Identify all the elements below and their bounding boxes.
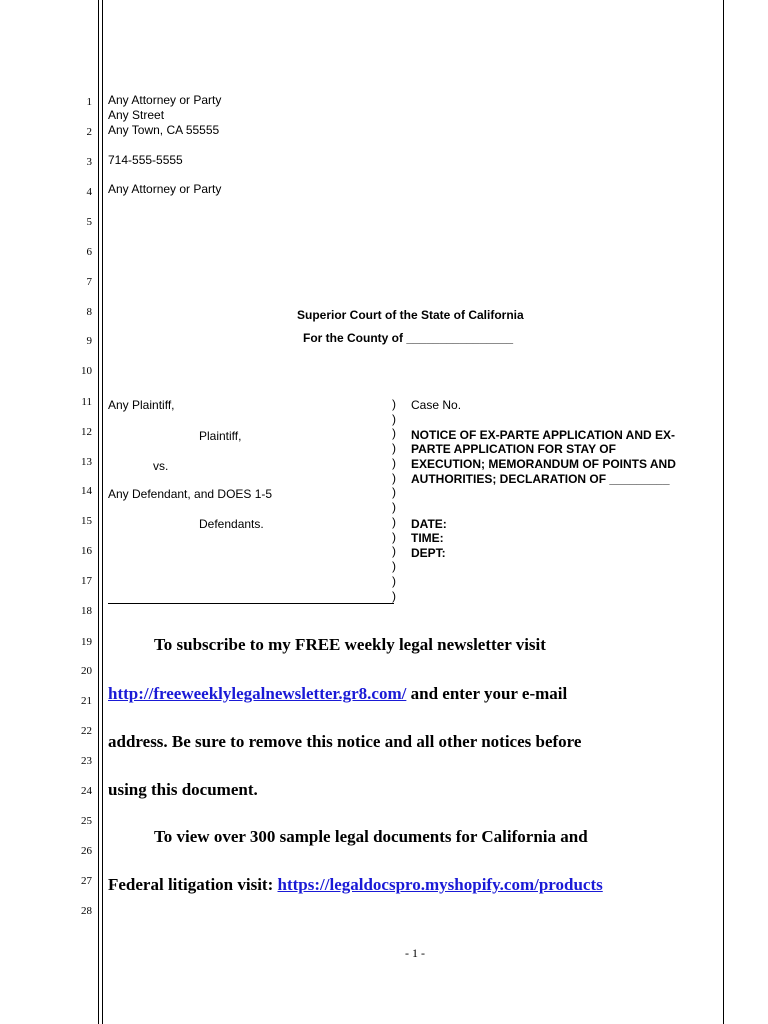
caption-parenthesis: ) <box>392 559 396 573</box>
court-name: Superior Court of the State of California <box>297 308 524 322</box>
case-number-label: Case No. <box>411 398 462 412</box>
left-margin-line-inner <box>102 0 103 1024</box>
notice-line: address. Be sure to remove this notice and all other notices before <box>108 732 582 751</box>
caption-parenthesis: ) <box>392 500 396 514</box>
line-number: 7 <box>86 276 92 288</box>
caption-parenthesis: ) <box>392 515 396 529</box>
attorney-phone: 714-555-5555 <box>108 153 183 167</box>
caption-rule <box>108 603 394 604</box>
line-number: 26 <box>81 845 92 857</box>
notice-line: To view over 300 sample legal documents for California and <box>154 827 588 846</box>
line-number: 9 <box>86 335 92 347</box>
attorney-street: Any Street <box>108 108 165 122</box>
line-number: 14 <box>81 485 92 497</box>
line-number: 22 <box>81 725 92 737</box>
court-county: For the County of ________________ <box>303 331 514 345</box>
notice-text: Federal litigation visit: <box>108 875 278 894</box>
line-number: 3 <box>86 156 92 168</box>
notice-line: using this document. <box>108 780 258 799</box>
newsletter-link[interactable]: http://freeweeklylegalnewsletter.gr8.com/ <box>108 684 407 703</box>
document-title-line: PARTE APPLICATION FOR STAY OF <box>411 442 616 456</box>
line-number: 12 <box>81 426 92 438</box>
caption-parenthesis: ) <box>392 544 396 558</box>
line-number: 15 <box>81 515 92 527</box>
attorney-city: Any Town, CA 55555 <box>108 123 220 137</box>
notice-text: and enter your e-mail <box>406 684 568 703</box>
caption-parenthesis: ) <box>392 471 396 485</box>
line-number: 18 <box>81 605 92 617</box>
attorney-name: Any Attorney or Party <box>108 93 222 107</box>
caption-parenthesis: ) <box>392 485 396 499</box>
caption-parenthesis: ) <box>392 426 396 440</box>
notice-line: To subscribe to my FREE weekly legal newsletter visit <box>154 635 546 654</box>
caption-parenthesis: ) <box>392 441 396 455</box>
line-number: 23 <box>81 755 92 767</box>
line-number: 21 <box>81 695 92 707</box>
line-number: 2 <box>86 126 92 138</box>
caption-parenthesis: ) <box>392 456 396 470</box>
document-title-line: NOTICE OF EX-PARTE APPLICATION AND EX- <box>411 428 676 442</box>
line-number: 25 <box>81 815 92 827</box>
hearing-dept-label: DEPT: <box>411 546 446 560</box>
line-number: 19 <box>81 636 92 648</box>
line-number: 10 <box>81 365 92 377</box>
line-number: 11 <box>81 396 92 408</box>
document-title-line: AUTHORITIES; DECLARATION OF _________ <box>411 472 670 486</box>
right-margin-line <box>723 0 724 1024</box>
line-number: 13 <box>81 456 92 468</box>
caption-parenthesis: ) <box>392 412 396 426</box>
plaintiff-role: Plaintiff, <box>199 429 242 443</box>
page-number: - 1 - <box>405 946 425 960</box>
hearing-time-label: TIME: <box>411 531 444 545</box>
line-number: 5 <box>86 216 92 228</box>
defendant-role: Defendants. <box>199 517 264 531</box>
line-number: 28 <box>81 905 92 917</box>
caption-parenthesis: ) <box>392 589 396 603</box>
notice-line <box>108 875 603 895</box>
line-number: 6 <box>86 246 92 258</box>
legal-docs-link[interactable]: https://legaldocspro.myshopify.com/products <box>277 875 603 894</box>
caption-parenthesis: ) <box>392 530 396 544</box>
line-number: 20 <box>81 665 92 677</box>
plaintiff-name: Any Plaintiff, <box>108 398 175 412</box>
line-number: 27 <box>81 875 92 887</box>
caption-parenthesis: ) <box>392 397 396 411</box>
line-number: 4 <box>86 186 92 198</box>
attorney-for: Any Attorney or Party <box>108 182 222 196</box>
line-number: 17 <box>81 575 92 587</box>
line-number: 8 <box>86 306 92 318</box>
hearing-date-label: DATE: <box>411 517 447 531</box>
line-number: 16 <box>81 545 92 557</box>
line-number: 24 <box>81 785 92 797</box>
document-title-line: EXECUTION; MEMORANDUM OF POINTS AND <box>411 457 676 471</box>
left-margin-line-outer <box>98 0 99 1024</box>
versus: vs. <box>153 459 169 473</box>
notice-line <box>108 684 567 704</box>
defendant-name: Any Defendant, and DOES 1-5 <box>108 487 273 501</box>
caption-parenthesis: ) <box>392 574 396 588</box>
line-number: 1 <box>86 96 92 108</box>
